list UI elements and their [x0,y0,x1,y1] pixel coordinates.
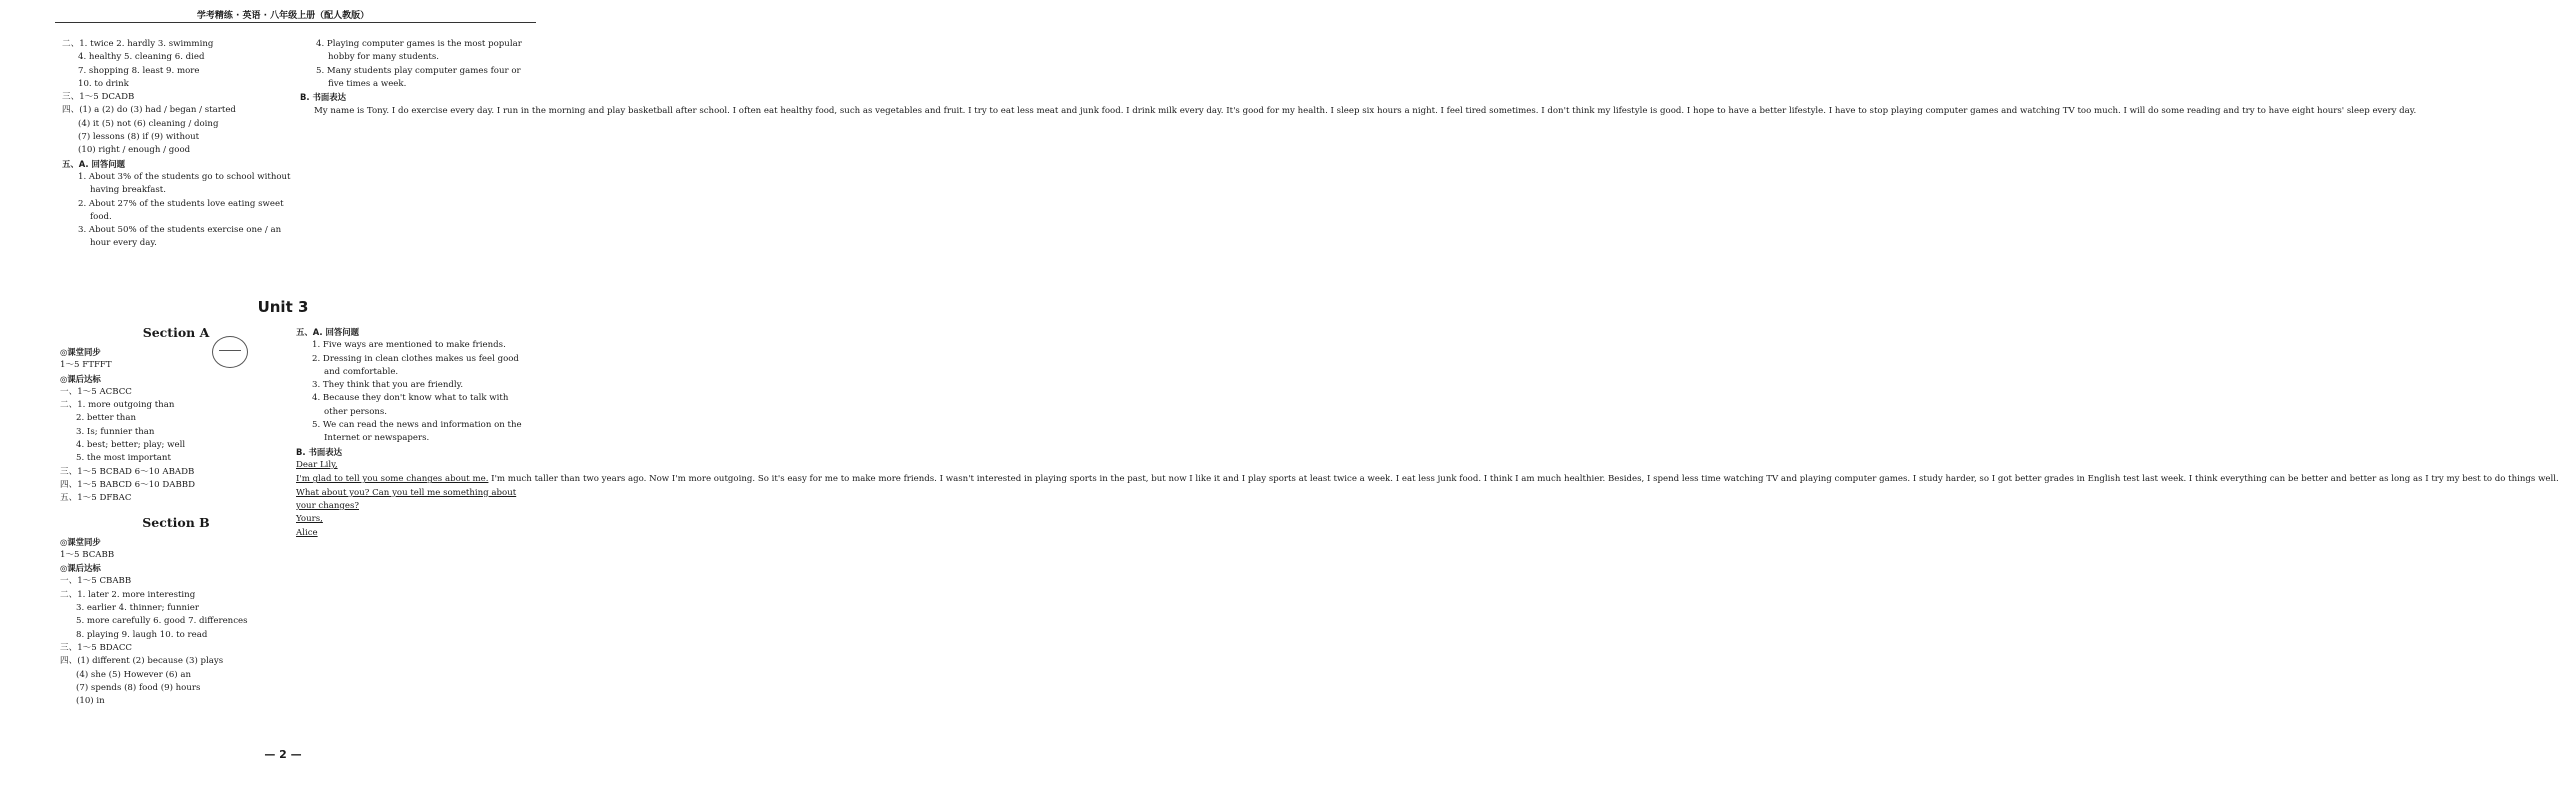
answer-line: (4) she (5) However (6) an [76,669,192,680]
header-rule [55,22,536,23]
answer-line: hour every day. [90,238,157,249]
answer-line: 四、(1) a (2) do (3) had / began / started [62,105,236,116]
answer-line: 一、1～5 CBABB [60,576,132,587]
section-b-answers [60,536,292,709]
answer-line: Internet or newspapers. [324,433,430,444]
answer-line: 1～5 FTFFT [60,360,112,371]
answer-line: 五、1～5 DFBAC [60,493,132,504]
top-right-column [300,38,2417,119]
answer-line: 五、A. 回答问题 [62,158,125,169]
section-a-answers [60,346,292,506]
answer-line: 1. About 3% of the students go to school without [78,171,291,182]
answer-line: 5. more carefully 6. good 7. differences [76,616,248,627]
answer-line: (10) in [76,696,105,707]
answer-line: ◎课后达标 [60,563,101,574]
answer-line: 4. Playing computer games is the most popular [316,39,522,49]
stamp-icon [212,336,248,368]
answer-line: 8. playing 9. laugh 10. to read [76,629,208,640]
answer-line: 10. to drink [78,78,129,89]
answer-line: 二、1. more outgoing than [60,400,175,411]
answer-line: B. 书面表达 [300,92,346,103]
bottom-right-column [296,326,2559,540]
answer-line: 5. the most important [76,453,171,464]
letter-closing: Yours, [296,514,323,525]
answer-line: food. [90,211,112,222]
top-left-column [62,38,292,251]
letter-body [296,472,2559,486]
answer-line: 四、1～5 BABCD 6～10 DABBD [60,479,195,490]
bottom-left-column [60,322,292,708]
top-right-answers [300,38,522,104]
answer-line: 4. Because they don't know what to talk with [312,393,509,404]
answer-line: 三、1～5 BDACC [60,642,133,653]
answer-line: B. 书面表达 [296,446,342,457]
answer-line: 三、1～5 DCADB [62,92,135,103]
answer-line: 3. About 50% of the students exercise one / an [78,225,282,236]
answer-line: hobby for many students. [328,52,440,63]
bottom-right-answers [296,326,522,459]
answer-line: 5. Many students play computer games four or [316,65,521,76]
answer-line: ◎课堂同步 [60,347,101,357]
letter-question: What about you? Can you tell me something about your changes? [296,487,517,511]
answer-line: 1～5 BCABB [60,549,115,560]
answer-line: 7. shopping 8. least 9. more [78,65,200,76]
letter-lead: I'm glad to tell you some changes about me. [296,474,489,485]
page-number: — 2 — [264,748,302,761]
answer-line: 五、A. 回答问题 [296,327,359,337]
letter-signature: Alice [296,527,318,538]
answer-line: ◎课堂同步 [60,536,101,547]
answer-line: (4) it (5) not (6) cleaning / doing [78,118,219,129]
answer-line: 2. Dressing in clean clothes makes us feel good [312,353,519,364]
unit-title: Unit 3 [257,298,309,316]
top-essay: My name is Tony. I do exercise every day. I run in the morning and play basketball after school. I often eat healthy food, such as vegetables and fruit. I try to eat less meat and junk food. I drink milk every day. It's good for my health. I sleep six hours a night. I feel tired sometimes. I don't think my lifestyle is good. I hope to have a better lifestyle. I have to stop playing computer games and watching TV too much. I will do some reading and try to have eight hours' sleep every day. [314,106,2417,117]
answer-line: 5. We can read the news and information on the [312,420,522,431]
answer-line: 四、(1) different (2) because (3) plays [60,656,224,667]
answer-line: 一、1～5 ACBCC [60,386,132,397]
section-b-title: Section B [142,514,210,530]
answer-line: (7) lessons (8) if (9) without [78,132,200,143]
letter-greeting: Dear Lily, [296,459,338,470]
running-header: 学考精练 · 英语 · 八年级上册（配人教版） [196,11,370,21]
answer-line: 二、1. later 2. more interesting [60,589,196,600]
answer-line: 3. They think that you are friendly. [312,380,464,391]
answer-line: and comfortable. [324,366,399,377]
answer-line: 4. healthy 5. cleaning 6. died [78,52,205,63]
answer-line: 2. better than [76,413,136,424]
section-a-title: Section A [142,325,210,340]
answer-line: 3. Is; funnier than [76,426,155,437]
answer-line: other persons. [324,406,388,417]
answer-line: 1. Five ways are mentioned to make friends. [312,340,506,351]
answer-line: 三、1～5 BCBAD 6～10 ABADB [60,466,195,477]
answer-line: 4. best; better; play; well [76,440,186,451]
answer-line: (10) right / enough / good [78,145,191,156]
answer-line: ◎课后达标 [60,373,101,384]
answer-line: 3. earlier 4. thinner; funnier [76,603,199,614]
answer-line: 2. About 27% of the students love eating sweet [78,198,284,209]
answer-line: having breakfast. [90,185,166,196]
answer-line: 二、1. twice 2. hardly 3. swimming [62,39,214,49]
answer-line: five times a week. [328,78,407,89]
letter-main: I'm much taller than two years ago. Now I'm more outgoing. So it's easy for me to make more friends. I wasn't interested in playing sports in the past, but now I like it and I play sports at least twice a week. I eat less junk food. I think I am much healthier. Besides, I spend less time watching TV and playing computer games. I study harder, so I got better grades in English test last week. I think everything can be better and better as long as I try my best to do things well. [491,474,2559,485]
answer-line: (7) spends (8) food (9) hours [76,682,201,693]
